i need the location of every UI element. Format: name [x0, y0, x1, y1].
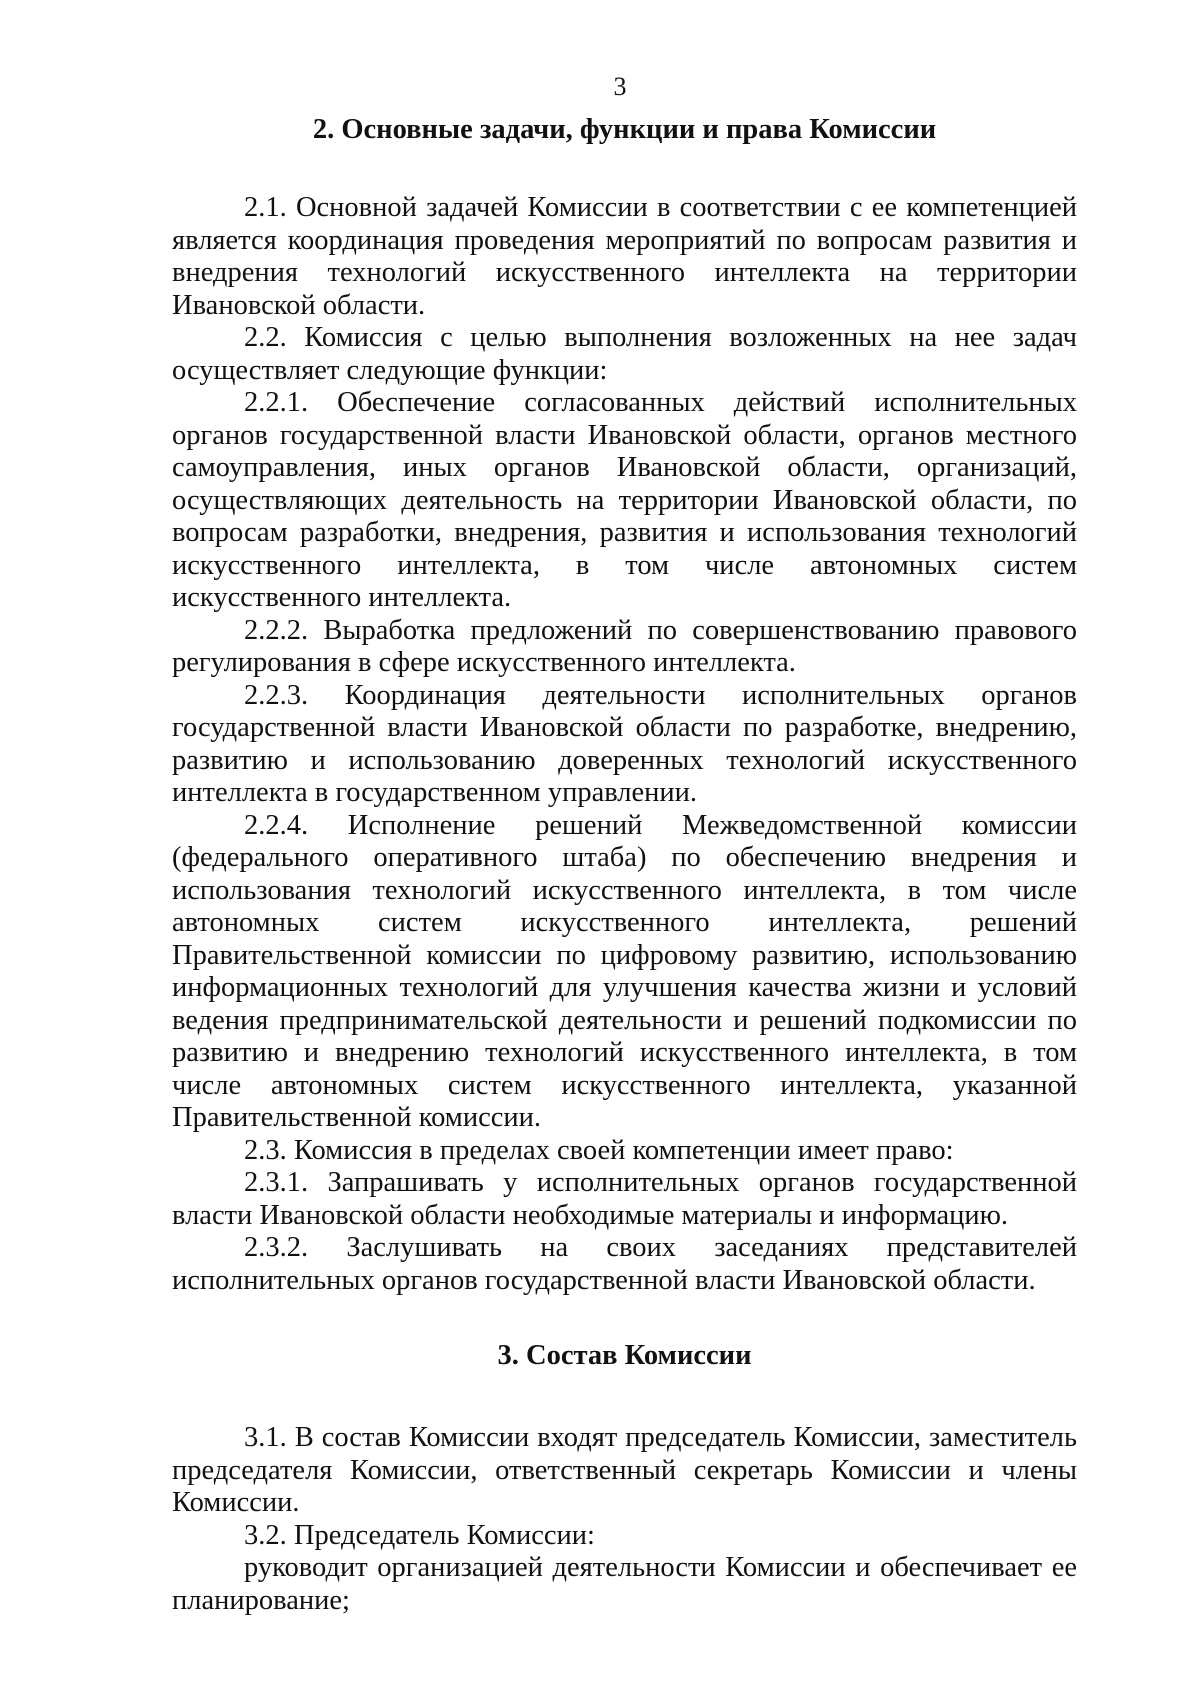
- document-body: [172, 113, 1077, 1617]
- paragraph-3-1: 3.1. В состав Комиссии входят председатель Комиссии, заместитель председателя Комиссии, ответственный секретарь Комиссии и члены Комиссии.: [172, 1422, 1077, 1518]
- paragraph-2-3-1: 2.3.1. Запрашивать у исполнительных органов государственной власти Ивановской области необходимые материалы и информацию.: [172, 1167, 1077, 1231]
- paragraph-2-3: 2.3. Комиссия в пределах своей компетенции имеет право:: [244, 1134, 954, 1166]
- paragraph-2-3-2: 2.3.2. Заслушивать на своих заседаниях представителей исполнительных органов государственной власти Ивановской области.: [172, 1232, 1077, 1296]
- section-2-heading: 2. Основные задачи, функции и права Комиссии: [312, 114, 937, 145]
- paragraph-3-2: 3.2. Председатель Комиссии:: [244, 1519, 595, 1551]
- paragraph-2-2-1: 2.2.1. Обеспечение согласованных действий исполнительных органов государственной власти Ивановской области, органов местного самоуправления, иных органов Ивановской области, организаций, осуществляющих деятельность на территории Ивановской области, по вопросам разработки, внедрения, развития и использования технологий искусственного интеллекта, в том числе автономных систем искусственного интеллекта.: [172, 387, 1077, 613]
- paragraph-2-2-4: 2.2.4. Исполнение решений Межведомственной комиссии (федерального оперативного штаба) по обеспечению внедрения и использования технологий искусственного интеллекта, в том числе автономных систем искусственного интеллекта, решений Правительственной комиссии по цифровому развитию, использованию информационных технологий для улучшения качества жизни и условий ведения предпринимательской деятельности и решений подкомиссии по развитию и внедрению технологий искусственного интеллекта, в том числе автономных систем искусственного интеллекта, указанной Правительственной комиссии.: [172, 809, 1077, 1133]
- paragraph-2-2-2: 2.2.2. Выработка предложений по совершенствованию правового регулирования в сфере искусственного интеллекта.: [172, 614, 1077, 678]
- paragraph-2-2: 2.2. Комиссия с целью выполнения возложенных на нее задач осуществляет следующие функции:: [172, 322, 1077, 386]
- paragraph-2-2-3: 2.2.3. Координация деятельности исполнительных органов государственной власти Ивановской области по разработке, внедрению, развитию и использованию доверенных технологий искусственного интеллекта в государственном управлении.: [172, 679, 1077, 808]
- paragraph-3-2-duty-1: руководит организацией деятельности Комиссии и обеспечивает ее планирование;: [172, 1552, 1077, 1616]
- section-3-heading: 3. Состав Комиссии: [497, 1340, 752, 1371]
- paragraph-2-1: 2.1. Основной задачей Комиссии в соответствии с ее компетенцией является координация проведения мероприятий по вопросам развития и внедрения технологий искусственного интеллекта на территории Ивановской области.: [172, 192, 1077, 321]
- page-number: 3: [613, 72, 627, 101]
